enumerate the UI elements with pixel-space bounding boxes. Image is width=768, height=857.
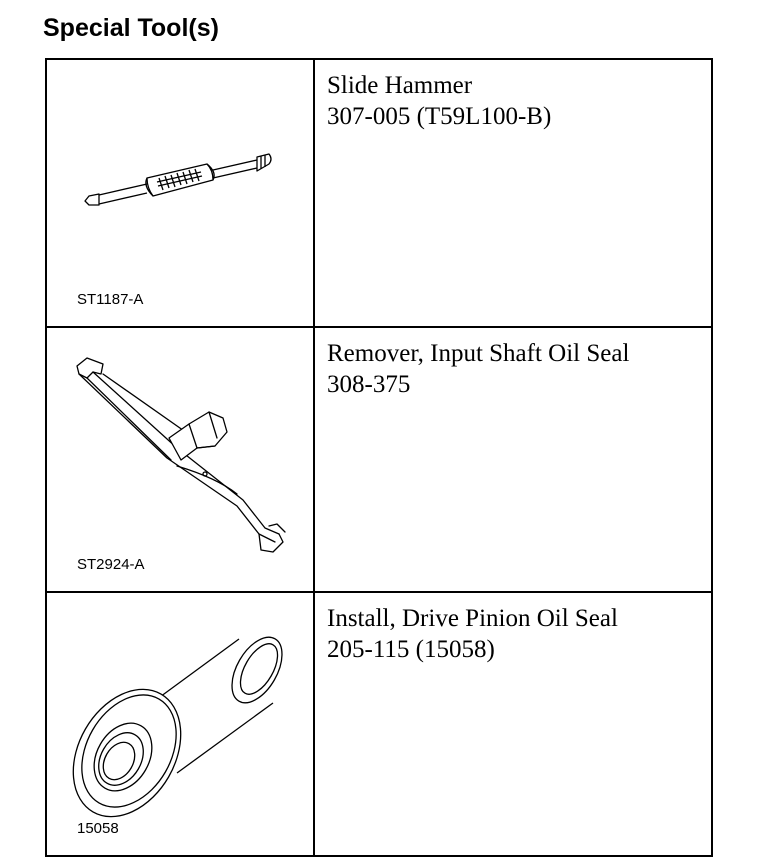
tool-illustration-cell (46, 592, 314, 856)
tool-description-cell (314, 59, 712, 327)
tool-illustration-cell (46, 59, 314, 327)
page-heading: Special Tool(s) (43, 14, 219, 42)
seal-installer-illustration (47, 593, 313, 845)
tool-number: 308-375 (327, 371, 411, 398)
special-tools-table (45, 58, 713, 857)
tool-reference-code: ST1187-A (77, 291, 144, 308)
tool-description-cell (314, 327, 712, 592)
tool-name: Remover, Input Shaft Oil Seal (327, 340, 630, 367)
tool-reference-code: 15058 (77, 820, 119, 837)
tool-number: 307-005 (T59L100-B) (327, 103, 552, 130)
tool-row (46, 592, 712, 856)
tool-row (46, 59, 712, 327)
tool-name: Slide Hammer (327, 72, 473, 99)
slide-hammer-illustration (47, 60, 313, 316)
tool-number: 205-115 (15058) (327, 636, 495, 663)
tool-reference-code: ST2924-A (77, 556, 145, 573)
seal-remover-illustration (47, 328, 313, 581)
tool-illustration-cell (46, 327, 314, 592)
tool-row (46, 327, 712, 592)
tool-description-cell (314, 592, 712, 856)
tool-name: Install, Drive Pinion Oil Seal (327, 605, 618, 632)
